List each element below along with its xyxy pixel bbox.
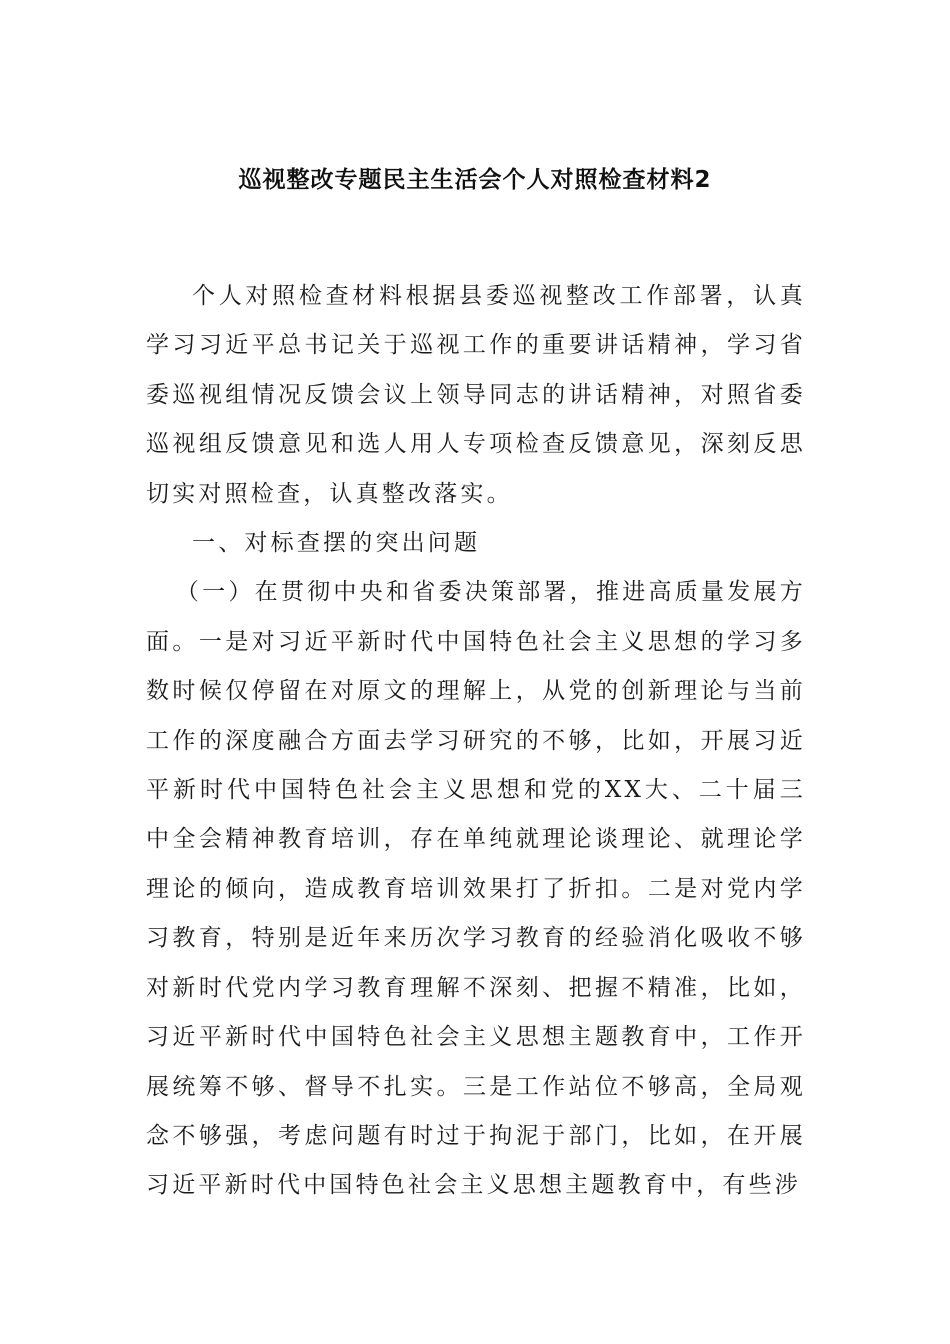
section-heading-1: 一、对标查摆的突出问题 [192,530,481,557]
document-body [146,272,806,1211]
intro-paragraph: 个人对照检查材料根据县委巡视整改工作部署，认真学习习近平总书记关于巡视工作的重要讲话精神，学习省委巡视组情况反馈会议上领导同志的讲话精神，对照省委巡视组反馈意见和选人用人专项检查反馈意见，深刻反思切实对照检查，认真整改落实。 [146,283,806,507]
document-title: 巡视整改专题民主生活会个人对照检查材料2 [238,167,712,193]
section-1-paragraph: （一）在贯彻中央和省委决策部署，推进高质量发展方面。一是对习近平新时代中国特色社会主义思想的学习多数时候仅停留在对原文的理解上，从党的创新理论与当前工作的深度融合方面去学习研究的不够，比如，开展习近平新时代中国特色社会主义思想和党的XX大、二十届三中全会精神教育培训，存在单纯就理论谈理论、就理论学理论的倾向，造成教育培训效果打了折扣。二是对党内学习教育，特别是近年来历次学习教育的经验消化吸收不够对新时代党内学习教育理解不深刻、把握不精准，比如，习近平新时代中国特色社会主义思想主题教育中，工作开展统筹不够、督导不扎实。三是工作站位不够高，全局观念不够强，考虑问题有时过于拘泥于部门，比如，在开展习近平新时代中国特色社会主义思想主题教育中，有些涉 [146,579,806,1199]
